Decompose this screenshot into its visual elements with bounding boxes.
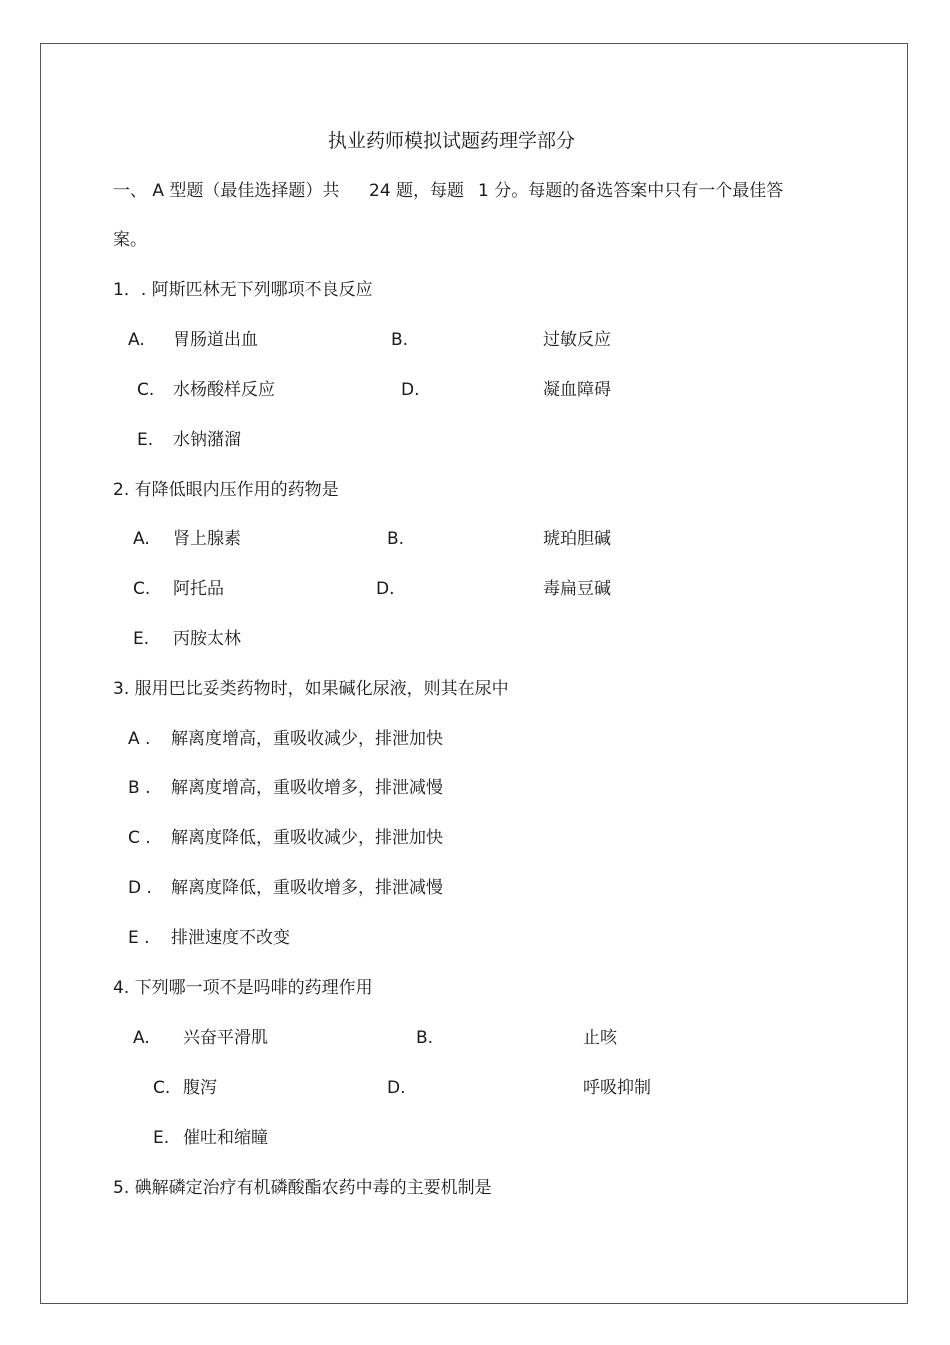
question-2-option-a-text: 肾上腺素 <box>173 529 241 549</box>
section-instruction-part3: 1 分。每题的备选答案中只有一个最佳答 <box>478 181 784 201</box>
question-4-option-c-text: 腹泻 <box>183 1078 217 1098</box>
question-3-stem: 3. 服用巴比妥类药物时，如果碱化尿液，则其在尿中 <box>113 679 509 699</box>
section-instruction-line2: 案。 <box>113 230 147 250</box>
question-4-stem: 4. 下列哪一项不是吗啡的药理作用 <box>113 978 373 998</box>
question-1-option-b-text: 过敏反应 <box>543 330 611 350</box>
question-1-option-e-letter: E. <box>137 430 154 450</box>
question-3-option-c-text: 解离度降低，重吸收减少，排泄加快 <box>171 828 443 848</box>
question-2-option-e-text: 丙胺太林 <box>173 629 241 649</box>
question-5-stem: 5. 碘解磷定治疗有机磷酸酯农药中毒的主要机制是 <box>113 1178 492 1198</box>
question-3-option-d-letter: D . <box>128 878 152 898</box>
question-2-option-a-letter: A. <box>133 529 150 549</box>
question-1-option-c-letter: C. <box>137 380 155 400</box>
question-1-option-c-text: 水杨酸样反应 <box>173 380 275 400</box>
section-instruction-part2: 24 题，每题 <box>369 181 465 201</box>
question-1-option-a-letter: A. <box>128 330 145 350</box>
question-1-option-a-text: 胃肠道出血 <box>173 330 258 350</box>
document-title: 执业药师模拟试题药理学部分 <box>328 130 576 152</box>
question-4-option-c-letter: C. <box>153 1078 171 1098</box>
question-2-option-c-text: 阿托品 <box>173 579 224 599</box>
question-3-option-c-letter: C . <box>128 828 151 848</box>
question-3-option-a-text: 解离度增高，重吸收减少，排泄加快 <box>171 729 443 749</box>
question-2-option-b-text: 琥珀胆碱 <box>543 529 611 549</box>
question-4-option-d-text: 呼吸抑制 <box>583 1078 651 1098</box>
question-4-option-e-letter: E. <box>153 1128 170 1148</box>
question-4-option-a-letter: A. <box>133 1028 150 1048</box>
question-4-option-b-text: 止咳 <box>583 1028 617 1048</box>
question-2-option-c-letter: C. <box>133 579 151 599</box>
question-1-option-b-letter: B. <box>391 330 409 350</box>
question-3-option-a-letter: A . <box>128 729 151 749</box>
question-1-stem: 1．. 阿斯匹林无下列哪项不良反应 <box>113 280 373 300</box>
question-2-option-d-letter: D. <box>376 579 395 599</box>
question-2-option-d-text: 毒扁豆碱 <box>543 579 611 599</box>
question-4-option-d-letter: D. <box>387 1078 406 1098</box>
question-2-option-b-letter: B. <box>387 529 405 549</box>
question-2-option-e-letter: E. <box>133 629 150 649</box>
question-3-option-b-letter: B . <box>128 778 151 798</box>
page-border <box>40 43 908 1304</box>
question-3-option-e-letter: E . <box>128 928 150 948</box>
question-1-option-d-letter: D. <box>401 380 420 400</box>
section-instruction-part1: 一、 A 型题（最佳选择题）共 <box>113 181 340 201</box>
question-3-option-b-text: 解离度增高，重吸收增多，排泄减慢 <box>171 778 443 798</box>
question-4-option-b-letter: B. <box>416 1028 434 1048</box>
question-1-option-d-text: 凝血障碍 <box>543 380 611 400</box>
question-1-option-e-text: 水钠潴溜 <box>173 430 241 450</box>
question-3-option-e-text: 排泄速度不改变 <box>171 928 290 948</box>
question-3-option-d-text: 解离度降低，重吸收增多，排泄减慢 <box>171 878 443 898</box>
question-4-option-a-text: 兴奋平滑肌 <box>183 1028 268 1048</box>
question-4-option-e-text: 催吐和缩瞳 <box>183 1128 268 1148</box>
question-2-stem: 2. 有降低眼内压作用的药物是 <box>113 480 339 500</box>
